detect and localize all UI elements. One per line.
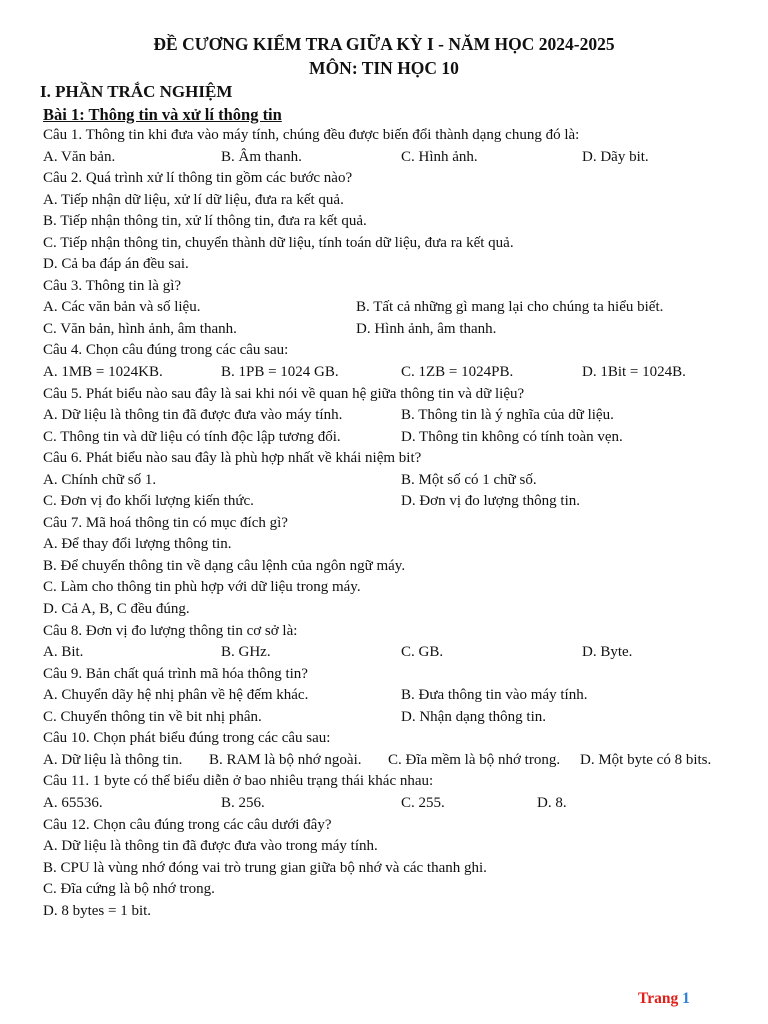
document-subject: MÔN: TIN HỌC 10	[309, 58, 459, 78]
document-title: ĐỀ CƯƠNG KIỂM TRA GIỮA KỲ I - NĂM HỌC 2024-2025	[153, 34, 615, 54]
q11-option-d: D. 8.	[537, 794, 567, 811]
question-5: Câu 5. Phát biểu nào sau đây là sai khi nói về quan hệ giữa thông tin và dữ liệu?	[43, 385, 525, 402]
q5-option-b: B. Thông tin là ý nghĩa của dữ liệu.	[401, 407, 614, 424]
q3-option-a: A. Các văn bản và số liệu.	[43, 299, 201, 316]
q10-option-d: D. Một byte có 8 bits.	[580, 751, 712, 768]
q11-option-c: C. 255.	[401, 794, 445, 811]
q9-option-c: C. Chuyển thông tin về bit nhị phân.	[43, 708, 262, 725]
question-11: Câu 11. 1 byte có thể biểu diễn ở bao nhiêu trạng thái khác nhau:	[43, 773, 434, 790]
q8-option-d: D. Byte.	[582, 644, 633, 661]
q7-option-b: B. Để chuyển thông tin về dạng câu lệnh của ngôn ngữ máy.	[43, 557, 406, 574]
q9-option-d: D. Nhận dạng thông tin.	[401, 708, 546, 725]
question-9: Câu 9. Bản chất quá trình mã hóa thông tin?	[43, 665, 308, 682]
q2-option-a: A. Tiếp nhận dữ liệu, xử lí dữ liệu, đưa ra kết quả.	[43, 191, 344, 208]
q1-option-a: A. Văn bản.	[43, 148, 116, 165]
q4-option-d: D. 1Bit = 1024B.	[582, 364, 686, 381]
question-1: Câu 1. Thông tin khi đưa vào máy tính, chúng đều được biến đổi thành dạng chung đó là:	[43, 127, 580, 143]
q4-option-c: C. 1ZB = 1024PB.	[401, 364, 514, 381]
q7-option-a: A. Để thay đổi lượng thông tin.	[43, 536, 232, 553]
q6-option-d: D. Đơn vị đo lượng thông tin.	[401, 493, 580, 510]
q9-option-a: A. Chuyển dãy hệ nhị phân về hệ đếm khác.	[43, 687, 309, 704]
question-4-options	[43, 362, 733, 384]
q11-option-a: A. 65536.	[43, 794, 103, 811]
question-3-options-row2	[43, 319, 733, 341]
question-1-options	[43, 147, 733, 169]
q2-option-d: D. Cả ba đáp án đều sai.	[43, 256, 189, 273]
question-6-options-row2	[43, 491, 733, 513]
lesson-heading: Bài 1: Thông tin và xử lí thông tin	[43, 105, 282, 124]
q12-option-c: C. Đĩa cứng là bộ nhớ trong.	[43, 881, 215, 898]
q8-option-b: B. GHz.	[221, 644, 271, 661]
q5-option-a: A. Dữ liệu là thông tin đã được đưa vào máy tính.	[43, 407, 343, 424]
q10-option-b: B. RAM là bộ nhớ ngoài.	[209, 751, 362, 768]
q1-option-b: B. Âm thanh.	[221, 148, 302, 165]
question-3: Câu 3. Thông tin là gì?	[43, 277, 182, 294]
q2-option-c: C. Tiếp nhận thông tin, chuyển thành dữ liệu, tính toán dữ liệu, đưa ra kết quả.	[43, 234, 514, 251]
question-9-options-row1	[43, 685, 733, 707]
question-11-options	[43, 793, 733, 815]
question-10: Câu 10. Chọn phát biểu đúng trong các câu sau:	[43, 730, 331, 747]
q12-option-d: D. 8 bytes = 1 bit.	[43, 902, 152, 919]
page-footer	[638, 990, 690, 1008]
question-10-options	[43, 750, 733, 772]
question-8-options	[43, 642, 733, 664]
q4-option-a: A. 1MB = 1024KB.	[43, 364, 163, 381]
q4-option-b: B. 1PB = 1024 GB.	[221, 364, 339, 381]
q1-option-d: D. Dãy bit.	[582, 148, 649, 165]
question-6-options-row1	[43, 470, 733, 492]
question-5-options-row1	[43, 405, 733, 427]
q3-option-b: B. Tất cả những gì mang lại cho chúng ta hiểu biết.	[356, 299, 664, 316]
q3-option-d: D. Hình ảnh, âm thanh.	[356, 320, 497, 337]
question-9-options-row2	[43, 707, 733, 729]
question-3-options-row1	[43, 297, 733, 319]
question-7: Câu 7. Mã hoá thông tin có mục đích gì?	[43, 514, 288, 531]
q11-option-b: B. 256.	[221, 794, 265, 811]
page-number: 1	[682, 990, 690, 1007]
question-2: Câu 2. Quá trình xử lí thông tin gồm các bước nào?	[43, 170, 353, 187]
question-12: Câu 12. Chọn câu đúng trong các câu dưới đây?	[43, 816, 332, 833]
q1-option-c: C. Hình ảnh.	[401, 148, 478, 165]
q12-option-a: A. Dữ liệu là thông tin đã được đưa vào trong máy tính.	[43, 838, 378, 855]
q10-option-c: C. Đĩa mềm là bộ nhớ trong.	[388, 751, 561, 768]
q8-option-a: A. Bit.	[43, 644, 84, 661]
q2-option-b: B. Tiếp nhận thông tin, xử lí thông tin, đưa ra kết quả.	[43, 213, 367, 230]
question-6: Câu 6. Phát biểu nào sau đây là phù hợp nhất về khái niệm bit?	[43, 450, 422, 467]
q12-option-b: B. CPU là vùng nhớ đóng vai trò trung gian giữa bộ nhớ và các thanh ghi.	[43, 859, 487, 876]
q10-option-a: A. Dữ liệu là thông tin.	[43, 751, 183, 768]
q5-option-d: D. Thông tin không có tính toàn vẹn.	[401, 428, 623, 445]
q5-option-c: C. Thông tin và dữ liệu có tính độc lập tương đối.	[43, 428, 341, 445]
page-label: Trang	[638, 990, 679, 1007]
question-4: Câu 4. Chọn câu đúng trong các câu sau:	[43, 342, 289, 359]
q6-option-a: A. Chính chữ số 1.	[43, 471, 157, 488]
question-5-options-row2	[43, 427, 733, 449]
q7-option-d: D. Cả A, B, C đều đúng.	[43, 601, 190, 618]
q8-option-c: C. GB.	[401, 644, 444, 661]
q9-option-b: B. Đưa thông tin vào máy tính.	[401, 687, 588, 704]
question-8: Câu 8. Đơn vị đo lượng thông tin cơ sở là:	[43, 622, 298, 639]
question-list	[43, 125, 733, 922]
q3-option-c: C. Văn bản, hình ảnh, âm thanh.	[43, 320, 237, 337]
q6-option-b: B. Một số có 1 chữ số.	[401, 471, 537, 488]
q6-option-c: C. Đơn vị đo khối lượng kiến thức.	[43, 493, 254, 510]
q7-option-c: C. Làm cho thông tin phù hợp với dữ liệu trong máy.	[43, 579, 361, 596]
section-heading: I. PHẦN TRẮC NGHIỆM	[40, 82, 233, 101]
